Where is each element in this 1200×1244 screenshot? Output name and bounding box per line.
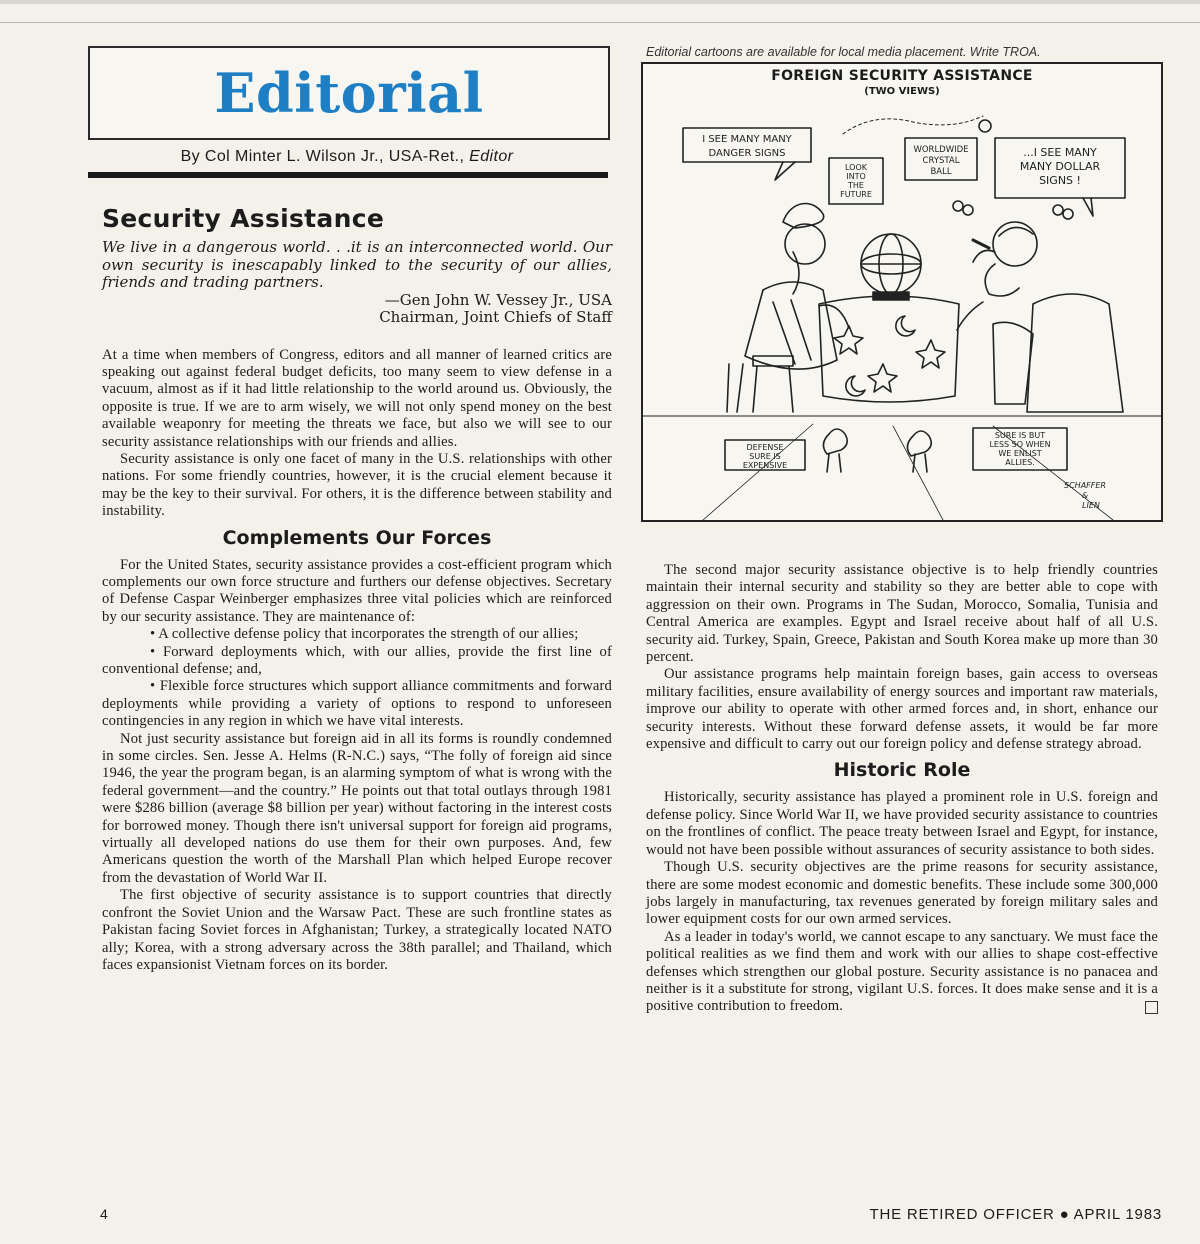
bird-bubble-text-left: DEFENSE (746, 443, 784, 452)
cartoon-illustration (643, 64, 1161, 520)
byline-author: By Col Minter L. Wilson Jr., USA-Ret., (180, 148, 470, 165)
bullet-item: • Flexible force structures which support alliance commitments and forward deployments while providing a variety of options to respond to unforeseen contingencies in any region in which we have vital interests. (102, 678, 612, 730)
bubble-text-left: I SEE MANY MANY (702, 134, 792, 145)
top-rule (0, 22, 1200, 23)
bird-bubble-text-right: ALLIES. (1005, 458, 1035, 467)
cartoonist-signature: LIEN (1082, 501, 1100, 510)
byline-role: Editor (469, 148, 514, 165)
article-column-left (102, 196, 612, 974)
article-headline: Security Assistance (102, 204, 385, 233)
cartoonist-signature: SCHAFFER (1064, 481, 1106, 490)
bullet-item: • Forward deployments which, with our allies, provide the first line of conventional defense; and, (102, 643, 612, 677)
masthead-box (88, 46, 610, 140)
bird-bubble-text-right: LESS SO WHEN (989, 440, 1051, 449)
cartoon-subtitle: (TWO VIEWS) (864, 86, 940, 97)
attribution-name: —Gen John W. Vessey Jr., USA (384, 290, 612, 309)
subheading: Historic Role (833, 759, 971, 782)
bird-bubble-text-left: SURE IS (749, 452, 781, 461)
paragraph: For the United States, security assistance provides a cost-efficient program which complements our own force structure and furthers our defense objectives. Secretary of Defense Caspar Weinberger emphasizes three vital policies which are reinforced by our security assistance. They are maintenance of: (102, 556, 612, 625)
paragraph: The first objective of security assistance is to support countries that directly confront the Soviet Union and the Warsaw Pact. These are such frontline states as Pakistan facing Soviet forces in Afghanistan; Turkey, a strategically located NATO ally; Korea, with a strong adversary across the 38th parallel; and Thailand, which faces expansionist Vietnam forces on its border. (102, 887, 612, 973)
paragraph-final (646, 929, 1158, 1016)
bubble-text-right: MANY DOLLAR (1019, 160, 1101, 173)
end-mark-icon (1145, 1001, 1158, 1014)
paragraph: Our assistance programs help maintain foreign bases, gain access to overseas military facilities, ensure availability of energy sources and important raw materials, improve our ability to operate with other armed forces and, in short, enhance our security interests. Without these forward defense assets, it would be far more expensive and difficult to carry out our foreign policy and defense strategy abroad. (646, 666, 1158, 753)
sign-text: THE (848, 181, 864, 190)
bubble-text-right: ...I SEE MANY (1023, 146, 1097, 159)
cartoon-title: FOREIGN SECURITY ASSISTANCE (771, 68, 1033, 84)
bubble-text-right: SIGNS ! (1039, 174, 1081, 187)
cartoonist-signature: & (1081, 491, 1089, 500)
paragraph: Security assistance is only one facet of many in the U.S. relationships with other nations. For some friendly countries, however, it is the crucial element because it may be the key to their survival. For others, it is the difference between stability and instability. (102, 450, 612, 520)
bubble-text-left: DANGER SIGNS (708, 148, 786, 159)
final-paragraph-text: As a leader in today's world, we cannot escape to any sanctuary. We must face the political realities as we find them and work with our allies to shape cost-effective defenses which strengthen our global posture. Security assistance is no panacea and neither is it a substitute for strong, vigilant U.S. forces. It does make sense and it is a positive contribution to freedom. (646, 928, 1158, 1015)
attribution-title: Chairman, Joint Chiefs of Staff (379, 308, 612, 326)
paragraph: Not just security assistance but foreign aid in all its forms is roundly condemned in some circles. Sen. Jesse A. Helms (R-N.C.) says, “The folly of foreign aid since 1946, the year the program began, is an alarming symptom of what is wrong with the federal government—and the country.” He points out that total outlays through 1981 were $286 billion (average $8 billion per year) without factoring in the interest costs for borrowed money. Though there isn't universal support for foreign aid programs, virtually all developed nations do use them for their own purposes. And, few Americans question the worth of the Marshall Plan which helped Europe recover from the devastation of World War II. (102, 730, 612, 886)
byline (88, 148, 606, 166)
bird-bubble-text-right: WE ENLIST (998, 449, 1042, 458)
page-number: 4 (100, 1206, 108, 1222)
bird-bubble-text-right: SURE IS BUT (994, 431, 1046, 440)
bullet-item: • A collective defense policy that incorporates the strength of our allies; (150, 626, 579, 643)
publication-footer: THE RETIRED OFFICER ● APRIL 1983 (869, 1206, 1162, 1223)
sign-text: BALL (930, 167, 952, 177)
paragraph: Historically, security assistance has played a prominent role in U.S. foreign and defense policy. Since World War II, we have provided security assistance to countries on the frontlines of conflict. The peace treaty between Israel and Egypt, for instance, would not have been possible without assurances of security assistance to both sides. (646, 789, 1158, 858)
article-column-right (646, 562, 1158, 1016)
sign-text: LOOK (844, 163, 868, 172)
epigraph: We live in a dangerous world. . .it is an interconnected world. Our own security is inescapably linked to the security of our allies, friends and trading partners. (102, 238, 612, 291)
paragraph: Though U.S. security objectives are the prime reasons for security assistance, there are some modest economic and domestic benefits. These include some 300,000 jobs largely in manufacturing, tax revenues generated by foreign military sales and lower equipment costs for our own armed services. (646, 859, 1158, 928)
masthead-title: Editorial (214, 61, 484, 125)
paragraph: At a time when members of Congress, editors and all manner of learned critics are speaking out against federal budget deficits, too many seem to view defense in a vacuum, almost as if it had little relationship to the world around us. Obviously, the opposite is true. If we are to arm wisely, we will not only spend money on the best available weaponry for meeting the threats we face, but also we will see to our security assistance relationships with our friends and allies. (102, 346, 612, 450)
subheading: Complements Our Forces (222, 526, 492, 549)
sign-text: CRYSTAL (922, 156, 960, 166)
sign-text: INTO (846, 172, 866, 181)
sign-text: WORLDWIDE (913, 145, 969, 155)
top-border (0, 0, 1200, 4)
cartoon-availability-note: Editorial cartoons are available for local media placement. Write TROA. (646, 45, 1041, 59)
epigraph-attribution (102, 292, 612, 327)
sign-text: FUTURE (840, 190, 872, 199)
header-rule (88, 172, 608, 178)
paragraph: The second major security assistance objective is to help friendly countries maintain their internal security and stability so they are better able to cope with aggression on their own. Programs in The Sudan, Morocco, Somalia, Tunisia and Central America are examples. Egypt and Israel receive about half of all U.S. security aid. Turkey, Spain, Greece, Pakistan and South Korea make up more than 30 percent. (646, 562, 1158, 666)
editorial-cartoon (641, 62, 1163, 522)
bird-bubble-text-left: EXPENSIVE (742, 461, 788, 470)
